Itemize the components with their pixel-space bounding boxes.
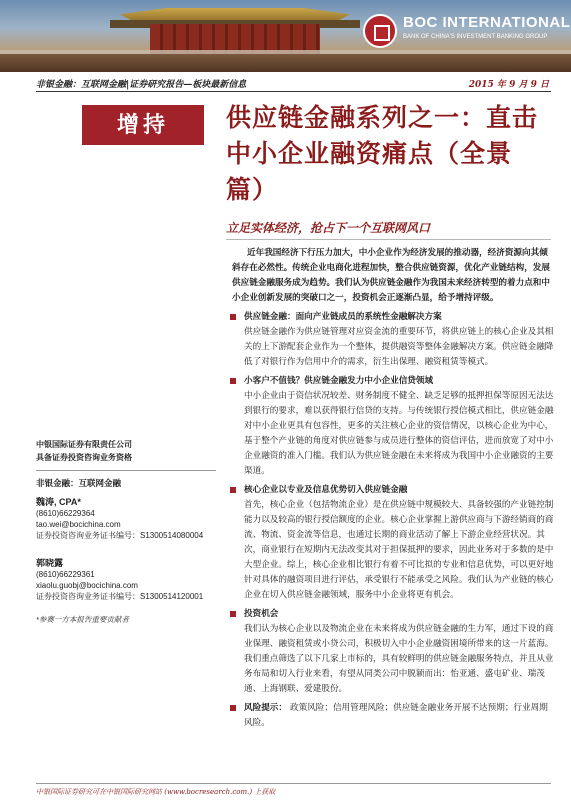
analyst-team: 非银金融：互联网金融: [36, 478, 122, 488]
square-bullet-icon: [230, 705, 236, 711]
analyst-cert: 证券投资咨询业务证书编号：S1300514120001: [36, 592, 204, 601]
header-banner: [0, 0, 571, 72]
section-heading: [232, 374, 554, 389]
footer-text: 中银国际证券研究可在中银国际研究网站 (www.bocresearch.com.) 上获取: [36, 788, 276, 796]
section: [232, 701, 554, 731]
org-name: 中银国际证券有限责任公司: [36, 440, 132, 449]
left-divider: [36, 470, 216, 471]
section-body: 首先，核心企业（包括物流企业）是在供应链中规模较大、具备较强的产业链控制能力以及较高的银行授信额度的企业。核心企业掌握上游供应商与下游经销商的商流、物流、资金流等信息，也通过长期的商业活动了解上下游企业经营状况。其次，商业银行在短期内无法改变其对于担保抵押的要求，因此业务对于多数的是中大型企业。综上，核心企业相比银行有着不可比拟的专业和信息优势，可以更好地针对具体的融资项目进行评估，承受银行不能承受之风险。我们认为产业链的核心企业在切入供应链金融领域，服务中小企业将更有机会。: [244, 500, 554, 600]
section-body: 供应链金融作为供应链管理对应资金流的重要环节，将供应链上的核心企业及其相关的上下游配套企业作为一个整体，提供融资等整体金融解决方案。供应链金融降低了对银行作为信用中介的需求，衍生出保理、融资租赁等模式。: [244, 327, 554, 367]
section-heading-text: 投资机会: [244, 609, 279, 619]
section-heading: [232, 310, 554, 325]
report-title: 供应链金融系列之一：直击中小企业融资痛点（全景篇）: [226, 103, 539, 204]
title-divider: [226, 239, 551, 240]
analyst-phone: (8610)66229364: [36, 509, 95, 518]
section: [232, 483, 554, 603]
section-heading: [232, 607, 554, 622]
brand-logo: [363, 10, 571, 56]
section-heading: [232, 483, 554, 498]
analyst-name: 郭晓露: [36, 558, 64, 568]
section-heading-text: 小客户不值钱？供应链金融发力中小企业信贷领域: [244, 376, 434, 386]
section-heading-text: 核心企业以专业及信息优势切入供应链金融: [244, 485, 408, 495]
square-bullet-icon: [230, 487, 236, 493]
category-bar: [36, 74, 551, 92]
analyst-phone: (8610)66229361: [36, 570, 95, 579]
boc-logo-icon: [363, 14, 397, 48]
section-heading-text: 供应链金融：面向产业链成员的系统性金融解决方案: [244, 312, 442, 322]
org-qualification: 具备证券投资咨询业务资格: [36, 453, 132, 462]
section: [232, 607, 554, 697]
page-footer: [36, 783, 551, 797]
analyst-cert: 证券投资咨询业务证书编号：S1300514080004: [36, 531, 204, 540]
analyst-name: 魏涛, CPA*: [36, 497, 81, 507]
square-bullet-icon: [230, 611, 236, 617]
section: [232, 374, 554, 479]
brand-subtitle: BANK OF CHINA'S INVESTMENT BANKING GROUP: [403, 34, 548, 40]
rating-badge: 增持: [82, 105, 204, 145]
square-bullet-icon: [230, 378, 236, 384]
left-column: [36, 438, 216, 625]
section-heading-text: 风险提示：: [244, 703, 287, 713]
section: [232, 310, 554, 370]
main-content: [232, 246, 554, 731]
report-subtitle: 立足实体经济，抢占下一个互联网风口: [226, 221, 431, 235]
brand-name: BOC INTERNATIONAL: [403, 14, 571, 31]
summary-paragraph: 近年我国经济下行压力加大，中小企业作为经济发展的推动器，经济资源向其倾斜存在必然性。传统企业电商化进程加快，整合供应链资源，优化产业链结构，发展供应链金融服务成为趋势。我们认为供应链金融作为我国未来经济转型的着力点和中小企业创新发展的突破口之一，投资机会正逐渐凸显，给予增持评级。: [232, 248, 550, 303]
contributor-note: *参赛一方本报告重要贡献者: [36, 615, 129, 624]
analyst-email[interactable]: tao.wei@bocichina.com: [36, 520, 121, 529]
section-body: 中小企业由于资信状况较差、财务制度不健全、缺乏足够的抵押担保等原因无法达到银行的要求，难以获得银行信贷的支持。与传统银行授信模式相比，供应链金融对中小企业更具有包容性，更多的关注核心企业的资信情况，以核心企业为中心，基于整个产业链的角度对供应链参与成员进行整体的资信评估，进而放宽了对中小企业融资的准入门槛。我们认为供应链金融在未来将成为我国中小企业融资的主要渠道。: [244, 391, 554, 476]
section-body: 我们认为核心企业以及物流企业在未来将成为供应链金融的生力军，通过下设的商业保理、融资租赁或小贷公司，积极切入中小企业融资困境所带来的这一片蓝海。我们重点筛选了以下几家上市标的，具有较鲜明的供应链金融服务特点，并且从业务布局和切入行业来看，有望从同类公司中脱颖而出：怡亚通、盛屯矿业、瑞茂通、上海钢联、爱建股份。: [244, 624, 554, 694]
square-bullet-icon: [230, 314, 236, 320]
palace-ground: [0, 54, 571, 72]
analyst-email[interactable]: xiaolu.guobj@bocichina.com: [36, 581, 138, 590]
section-heading: [232, 701, 554, 731]
report-category: 非银金融：互联网金融|证券研究报告—板块最新信息: [36, 80, 247, 90]
spacer: [36, 541, 216, 553]
section-inline-body: 政策风险；信用管理风险；供应链金融业务开展不达预期；行业周期风险。: [244, 703, 548, 728]
report-date: 2015 年 9 月 9 日: [468, 80, 549, 90]
